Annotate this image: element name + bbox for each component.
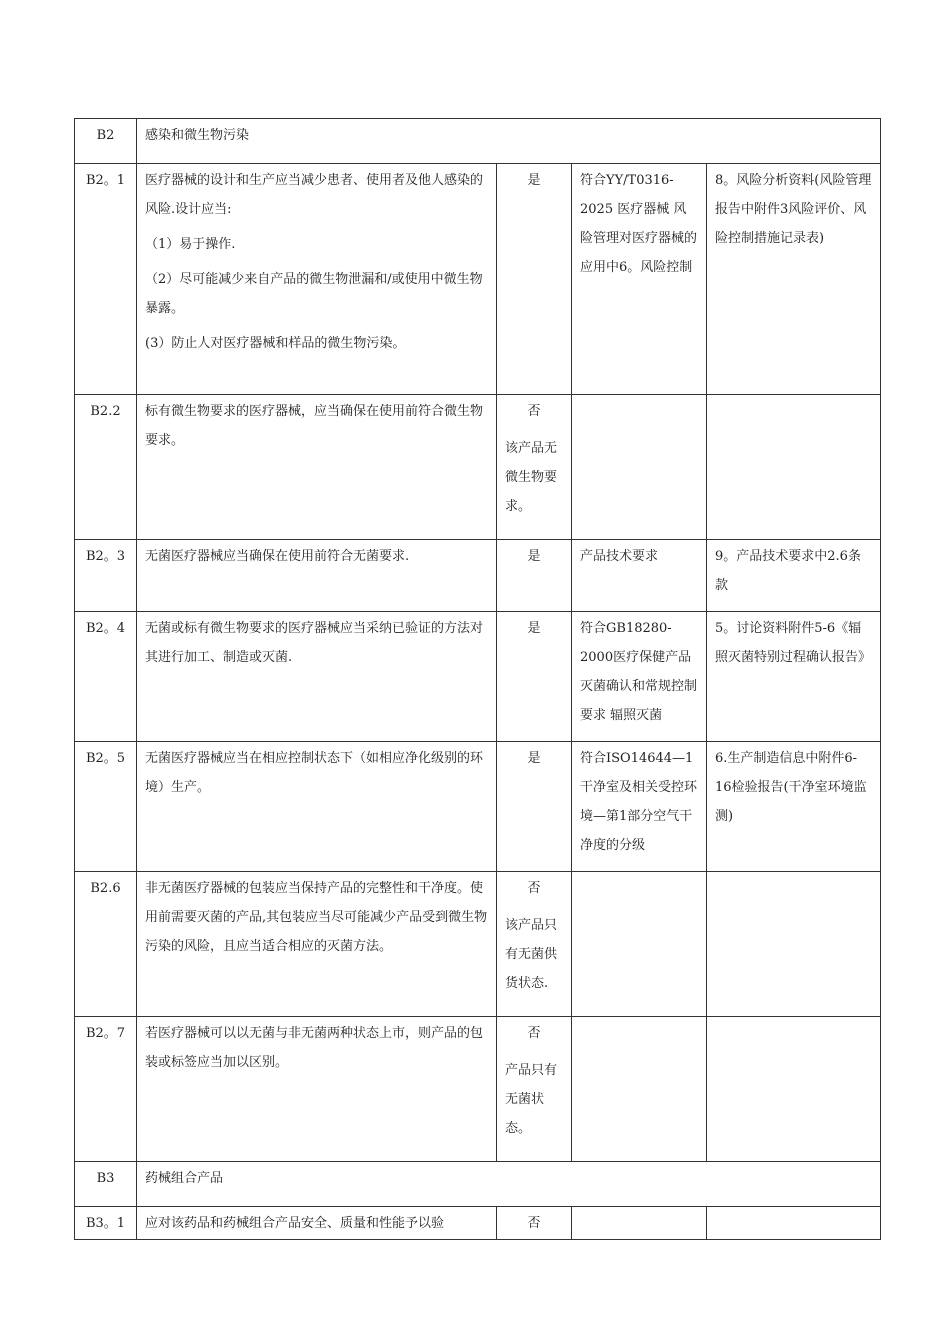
table-row (75, 1017, 881, 1162)
requirement-cell (137, 395, 497, 540)
clause-id: B3。1 (75, 1207, 137, 1240)
standard-cell: 符合GB18280-2000医疗保健产品灭菌确认和常规控制要求 辐照灭菌 (572, 612, 707, 742)
applicable-cell (497, 540, 572, 612)
standard-cell: 符合ISO14644—1干净室及相关受控环境—第1部分空气干净度的分级 (572, 742, 707, 872)
clause-id: B2.2 (75, 395, 137, 540)
evidence-cell: 9。产品技术要求中2.6条款 (707, 540, 881, 612)
standard-cell (572, 395, 707, 540)
applicable-value: 是 (527, 549, 541, 564)
section-title-cell (137, 119, 881, 164)
clause-id: B2。4 (75, 612, 137, 742)
requirement-text: 无菌医疗器械应当在相应控制状态下（如相应净化级别的环境）生产。 (145, 751, 484, 795)
applicable-note: 该产品只有无菌供货状态. (505, 918, 558, 991)
applicable-cell (497, 164, 572, 395)
requirement-text: 若医疗器械可以以无菌与非无菌两种状态上市，则产品的包装或标签应当加以区别。 (145, 1026, 484, 1070)
requirement-text: 标有微生物要求的医疗器械，应当确保在使用前符合微生物要求。 (145, 404, 484, 448)
section-id: B3 (75, 1162, 137, 1207)
standard-cell (572, 1207, 707, 1240)
section-title: 药械组合产品 (145, 1171, 224, 1186)
requirement-cell (137, 872, 497, 1017)
evidence-cell (707, 1207, 881, 1240)
applicable-cell (497, 395, 572, 540)
evidence-cell: 6.生产制造信息中附件6-16检验报告(干净室环境监测) (707, 742, 881, 872)
clause-id: B2.6 (75, 872, 137, 1017)
standard-cell: 符合YY/T0316-2025 医疗器械 风险管理对医疗器械的应用中6。风险控制 (572, 164, 707, 395)
evidence-cell (707, 872, 881, 1017)
table-row (75, 540, 881, 612)
applicable-value: 否 (527, 1026, 541, 1041)
table-row (75, 872, 881, 1017)
clause-id: B2。5 (75, 742, 137, 872)
standard-cell (572, 872, 707, 1017)
table-row (75, 395, 881, 540)
section-row (75, 119, 881, 164)
table-row (75, 164, 881, 395)
requirements-table (74, 118, 881, 1240)
requirement-text: （1）易于操作. (145, 237, 236, 252)
requirement-text: 无菌医疗器械应当确保在使用前符合无菌要求. (145, 549, 410, 564)
applicable-note: 产品只有无菌状态。 (505, 1063, 558, 1136)
clause-id: B2。7 (75, 1017, 137, 1162)
applicable-note: 该产品无微生物要求。 (505, 441, 558, 514)
section-id: B2 (75, 119, 137, 164)
evidence-cell: 8。风险分析资料(风险管理报告中附件3风险评价、风险控制措施记录表) (707, 164, 881, 395)
section-row (75, 1162, 881, 1207)
applicable-cell (497, 1017, 572, 1162)
applicable-cell (497, 612, 572, 742)
applicable-value: 否 (527, 881, 541, 896)
evidence-cell (707, 1017, 881, 1162)
table-row (75, 612, 881, 742)
applicable-value: 否 (527, 1216, 541, 1231)
evidence-cell (707, 395, 881, 540)
requirement-text: 无菌或标有微生物要求的医疗器械应当采纳已验证的方法对其进行加工、制造或灭菌. (145, 621, 484, 665)
requirement-cell (137, 1017, 497, 1162)
applicable-value: 否 (527, 404, 541, 419)
requirement-cell (137, 742, 497, 872)
requirement-cell (137, 540, 497, 612)
requirement-cell (137, 612, 497, 742)
applicable-value: 是 (527, 173, 541, 188)
standard-cell (572, 1017, 707, 1162)
requirement-cell (137, 164, 497, 395)
applicable-value: 是 (527, 621, 541, 636)
requirement-cell (137, 1207, 497, 1240)
section-title-cell (137, 1162, 881, 1207)
requirement-text: 非无菌医疗器械的包装应当保持产品的完整性和干净度。使用前需要灭菌的产品,其包装应当尽可能减少产品受到微生物污染的风险，且应当适合相应的灭菌方法。 (145, 881, 488, 954)
clause-id: B2。1 (75, 164, 137, 395)
evidence-cell: 5。讨论资料附件5-6《辐照灭菌特别过程确认报告》 (707, 612, 881, 742)
applicable-value: 是 (527, 751, 541, 766)
table-row (75, 742, 881, 872)
clause-id: B2。3 (75, 540, 137, 612)
applicable-cell (497, 742, 572, 872)
applicable-cell (497, 872, 572, 1017)
requirement-text: 医疗器械的设计和生产应当减少患者、使用者及他人感染的风险.设计应当: (145, 173, 484, 217)
applicable-cell (497, 1207, 572, 1240)
standard-cell: 产品技术要求 (572, 540, 707, 612)
requirement-text: 应对该药品和药械组合产品安全、质量和性能予以验 (145, 1216, 445, 1231)
requirement-text: (3）防止人对医疗器械和样品的微生物污染。 (145, 336, 406, 351)
requirement-text: （2）尽可能减少来自产品的微生物泄漏和/或使用中微生物暴露。 (145, 272, 483, 316)
table-row (75, 1207, 881, 1240)
section-title: 感染和微生物污染 (145, 128, 250, 143)
